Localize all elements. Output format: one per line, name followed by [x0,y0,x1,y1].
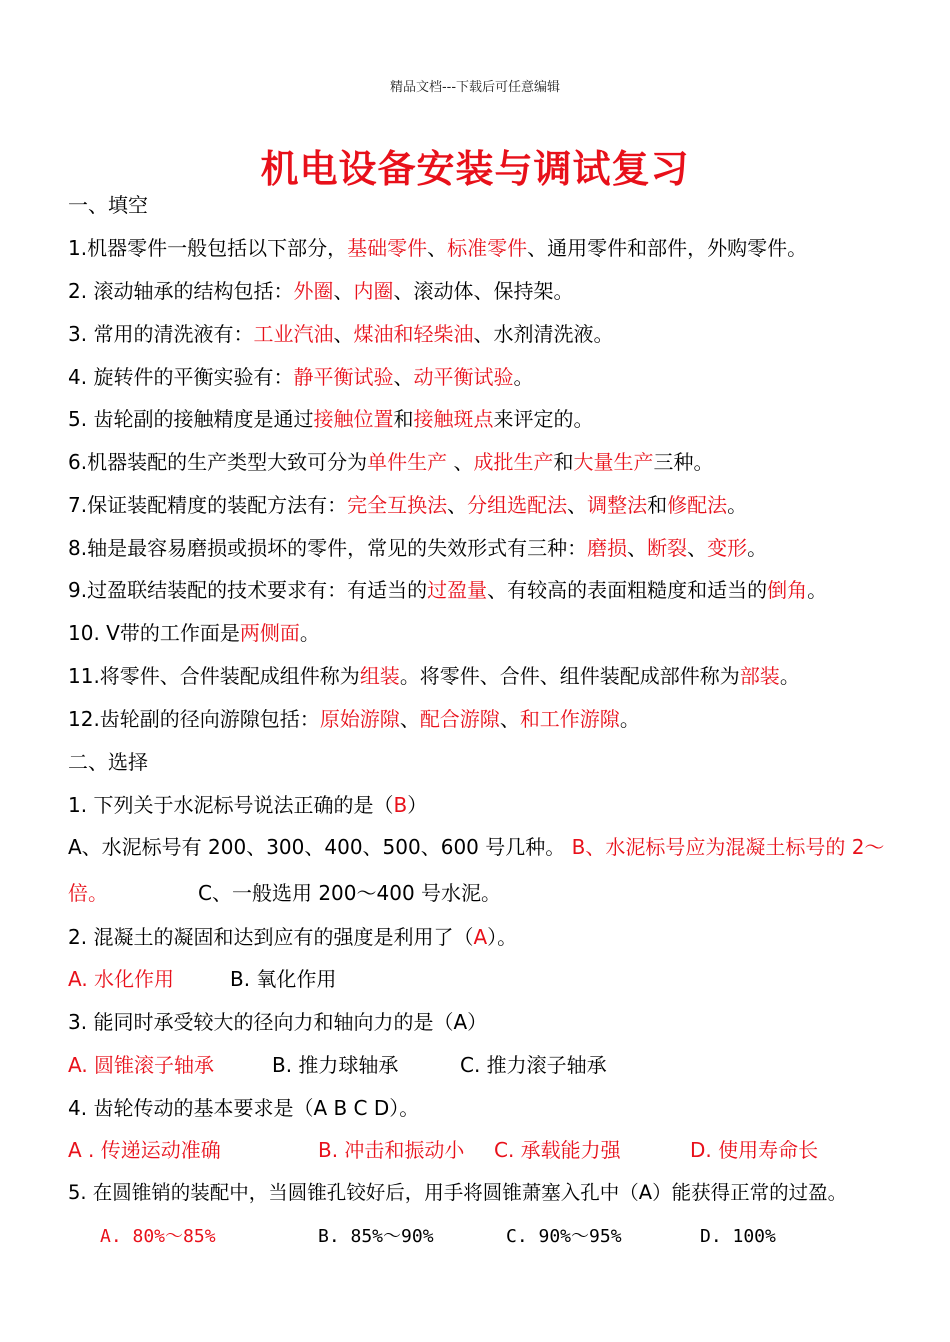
choice-4-option-d: D. 使用寿命长 [690,1138,819,1162]
choice-4: 4. 齿轮传动的基本要求是（A B C D）。 [68,1096,420,1120]
question-12: 12.齿轮副的径向游隙包括：原始游隙、配合游隙、和工作游隙。 [68,707,640,731]
choice-1-options [68,835,884,859]
answer: 工业汽油 [253,322,334,346]
option-b: B、水泥标号应为混凝土标号的 2～ [571,835,885,859]
question-6: 6.机器装配的生产类型大致可分为单件生产 、成批生产和大量生产三种。 [68,450,714,474]
question-9: 9.过盈联结装配的技术要求有：有适当的过盈量、有较高的表面粗糙度和适当的倒角。 [68,578,828,602]
question-4: 4. 旋转件的平衡实验有：静平衡试验、动平衡试验。 [68,365,534,389]
answer: 倒角 [767,578,808,602]
choice-1: 1. 下列关于水泥标号说法正确的是（B） [68,793,428,817]
choice-3-option-a: A. 圆锥滚子轴承 [68,1053,215,1077]
answer: 组装 [359,664,400,688]
question-8: 8.轴是最容易磨损或损坏的零件，常见的失效形式有三种：磨损、断裂、变形。 [68,536,768,560]
choice-5-option-b: B. 85%～90% [318,1226,434,1247]
answer: 断裂 [647,536,688,560]
answer: A [473,925,488,949]
answer: 单件生产 [367,450,448,474]
answer: 成批生产 [473,450,554,474]
question-10: 10. V带的工作面是两侧面。 [68,621,320,645]
question-1: 1.机器零件一般包括以下部分，基础零件、标准零件、通用零件和部件，外购零件。 [68,236,808,260]
answer: 部装 [739,664,780,688]
choice-5-option-c: C. 90%～95% [506,1226,622,1247]
question-3: 3. 常用的清洗液有：工业汽油、煤油和轻柴油、水剂清洗液。 [68,322,614,346]
answer: 标准零件 [447,236,528,260]
answer: 静平衡试验 [293,365,394,389]
answer: 基础零件 [347,236,428,260]
choice-4-option-c: C. 承载能力强 [494,1138,621,1162]
answer: 动平衡试验 [413,365,514,389]
page-header: 精品文档---下载后可任意编辑 [389,80,561,95]
answer: 变形 [707,536,748,560]
choice-1-option-b-cont: 倍。 [68,881,108,905]
choice-4-option-a: A . 传递运动准确 [68,1138,221,1162]
choice-1-option-c: C、一般选用 200～400 号水泥。 [198,881,502,905]
choice-4-option-b: B. 冲击和振动小 [318,1138,465,1162]
answer: 煤油和轻柴油 [353,322,474,346]
choice-2-option-b: B. 氧化作用 [230,967,337,991]
page-title: 机电设备安装与调试复习 [260,147,690,191]
answer: B [393,793,408,817]
choice-5-option-d: D. 100% [700,1226,776,1247]
section-fill-blank: 一、填空 [68,193,148,217]
answer: 过盈量 [427,578,488,602]
answer: 分组选配法 [467,493,568,517]
answer: 外圈 [293,279,334,303]
answer: 磨损 [587,536,628,560]
choice-3-option-b: B. 推力球轴承 [272,1053,399,1077]
section-choice: 二、选择 [68,750,148,774]
question-5: 5. 齿轮副的接触精度是通过接触位置和接触斑点来评定的。 [68,407,594,431]
answer: 修配法 [667,493,728,517]
question-11: 11.将零件、合件装配成组件称为组装。将零件、合件、组件装配成部件称为部装。 [68,664,800,688]
option-a: A、水泥标号有 200、300、400、500、600 号几种。 [68,835,572,859]
choice-5: 5. 在圆锥销的装配中，当圆锥孔铰好后，用手将圆锥萧塞入孔中（A）能获得正常的过盈。 [68,1181,848,1204]
answer: 完全互换法 [347,493,448,517]
answer: 接触位置 [313,407,394,431]
answer: 两侧面 [239,621,300,645]
answer: 大量生产 [573,450,654,474]
question-2: 2. 滚动轴承的结构包括：外圈、内圈、滚动体、保持架。 [68,279,574,303]
choice-2: 2. 混凝土的凝固和达到应有的强度是利用了（A）。 [68,925,518,949]
choice-5-option-a: A. 80%～85% [100,1226,216,1247]
answer: 接触斑点 [413,407,494,431]
answer: 配合游隙 [419,707,500,731]
answer: 调整法 [587,493,648,517]
answer: 和工作游隙 [519,707,620,731]
choice-3: 3. 能同时承受较大的径向力和轴向力的是（A） [68,1010,488,1034]
choice-2-option-a: A. 水化作用 [68,967,175,991]
answer: 内圈 [353,279,394,303]
choice-3-option-c: C. 推力滚子轴承 [460,1053,607,1077]
question-7: 7.保证装配精度的装配方法有：完全互换法、分组选配法、调整法和修配法。 [68,493,748,517]
answer: 原始游隙 [319,707,400,731]
